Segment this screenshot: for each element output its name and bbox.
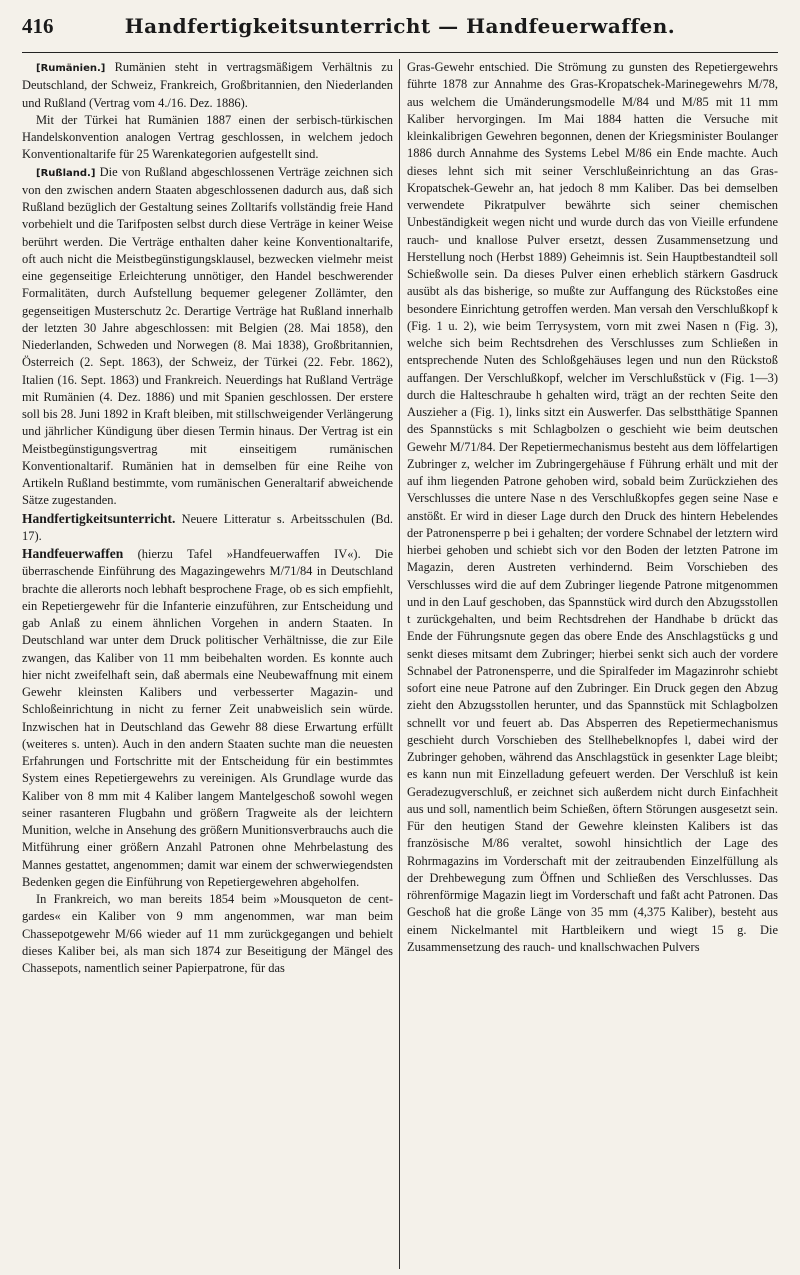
running-title: Handfertigkeitsunterricht — Handfeuerwaffen. <box>124 14 676 38</box>
paragraph-rumaenien <box>22 59 393 112</box>
sidenote-russland: [Rußland.] <box>36 167 96 179</box>
entry-text-handfertigkeitsunterricht: Neuere Litteratur s. Arbeitsschulen (Bd. 17). <box>22 511 393 543</box>
text-rumaenien: Rumänien steht in vertragsmäßigem Verhältnis zu Deutschland, der Schweiz, Frankreich, Großbritannien, den Niederlanden und Rußland (Vertrag vom 4./16. Dez. 1886). <box>22 60 394 110</box>
headword-handfeuerwaffen: Handfeuerwaffen <box>22 546 124 561</box>
right-column <box>400 59 778 1269</box>
entry-text-handfeuerwaffen: (hierzu Tafel »Handfeuerwaffen IV«). Die überraschende Einführung des Magazingewehrs M/71/84 in Deutschland brachte die allerorts noch lebhaft besprochene Frage, ob es sich empfiehlt, ein Repetiergewehr für die Infanterie einzuführen, zur Entscheidung und gab Anlaß zu einem ähnlichen Vorgehen in andern Staaten. In Deutschland war unter dem Druck politischer Verhältnisse, die zur Eile zwangen, das Kaliber von 11 mm beibehalten worden. Es konnte auch hier nicht zweifelhaft sein, daß abermals eine Neubewaffnung mit einem Gewehr kleinsten Kalibers und verbesserter Magazin- und Schloßeinrichtung in nicht zu ferner Zeit unabweislich sein würde. Inzwischen hat in Deutschland das Gewehr 88 diese Erwartung erfüllt (weiteres s. unten). Auch in den andern Staaten suchte man die neuesten Erfahrungen und Fortschritte mit der Entscheidung für ein bestimmtes System eines Repetiergewehrs zu vereinigen. Als Grundlage wurde das Kaliber von 8 mm mit 4 Kaliber langem Mantelgeschoß sowohl wegen seiner rasanteren Flugbahn und größern Tragweite als der leichtern Munition, welche in Ansehung des größern Munitionsverbrauchs auch die Mitführung einer größern Anzahl Patronen ohne Mehrbelastung des Mannes gestattet, angenommen; damit war einem der schwerwiegendsten Bedenken gegen die Einführung von Repetiergewehren abgeholfen. <box>22 547 393 889</box>
entry-handfeuerwaffen <box>22 545 393 891</box>
paragraph-russland <box>22 164 393 510</box>
entry-handfertigkeitsunterricht <box>22 510 393 546</box>
page-header <box>22 14 778 53</box>
two-column-body <box>22 59 778 1269</box>
paragraph-lebel-gewehr: Gras-Gewehr entschied. Die Strömung zu gunsten des Repetiergewehrs führte 1878 zur Annahme des Gras-Kropatschek-Marinegewehrs M/78, aus welchem die Umänderungsmodelle M/84 und M/85 mit 11 mm Kaliber hervorgingen. Im Mai 1884 hatten die Versuche mit kleinkalibrigen Gewehren begonnen, denen der Kriegsminister Boulanger 1886 durch Annahme des Systems Lebel M/86 ein Ende machte. Auch dieses lehnt sich mit seiner Verschlußeinrichtung an das Gras-Kropatschek-Gewehr an, hat jedoch 8 mm Kaliber. Das bei demselben verwendete Pikratpulver bewährte sich seiner chemischen Unbeständigkeit wegen nicht und wurde durch das von Vieille erfundene rauch- und knallose Pulver ersetzt, dessen Zusammensetzung und Herstellung noch (Herbst 1889) Geheimnis ist. Sein Hauptbestandteil soll Schießwolle sein. Da dieses Pulver einen erheblich stärkern Gasdruck ausübt als das bisherige, so mußte zur Auffangung des Rückstoßes eine besondere Einrichtung getroffen werden. Man versah den Verschlußkopf k (Fig. 1 u. 2), wie beim Terrysystem, vorn mit zwei Nasen n (Fig. 3), welche sich beim Rechtsdrehen des Verschlusses zum Schließen in entsprechende Nuten des Schloßgehäuses legen und nun den Rückstoß auffangen. Der Verschlußkopf, welcher im Verschlußstück v (Fig. 1—3) durch die Halteschraube h gehalten wird, trägt an der rechten Seite den Auszieher a (Fig. 1), links sitzt ein Auswerfer. Das selbstthätige Spannen des Spannstücks s mit Schlagbolzen o geschieht wie beim deutschen Gewehr M/71/84. Der Repetiermechanismus besteht aus dem löffelartigen Zubringer z, welcher im Zubringergehäuse f Führung erhält und mit der auf ihm liegenden Patrone gehoben wird, sobald beim Zurückziehen des Verschlusses die untere Nase n des Verschlußkopfes gegen seine Nase e anstößt. Er wird in dieser Lage durch den Druck des hintern Hebelendes der Patronensperre p bei i gehalten; der vordere Schnabel der letztern wird hierbei gehoben und schiebt sich vor den Boden der letzten Patrone im Magazin, deren Austreten verhindernd. Beim Vorschieben des Verschlusses wird die auf dem Zubringer liegende Patrone mitgenommen und in den Lauf geschoben, das Spannstück wird durch den Abzugsstollen t zurückgehalten, und beim Rechtsdrehen der Handhabe b drückt das Ende der Führungsnute gegen das obere Ende des Anschlagstücks g und senkt dieses mitsamt dem Zubringer; hierbei senkt sich auch der vordere Schnabel der Patronensperre, und die Spiralfeder im Magazinrohr schiebt sofort eine neue Patrone auf den Zubringer. Ein Druck gegen den Abzug zieht den Abzugsstollen herunter, und das Spannstück mit Schlagbolzen schnellt vor und feuert ab. Das Absperren des Repetiermechanismus geschieht durch Vorschieben des Stellhebelknopfes l, dabei wird der Zubringer gehoben, während das Anschlagstück in gesenkter Lage bleibt; es kann nun mit Einzelladung gefeuert werden. Der Verschluß ist kein Geradezugverschluß, er zeichnet sich außerdem nicht durch Einfachheit aus und soll, namentlich beim Schießen, öftern Störungen ausgesetzt sein. Für den heutigen Stand der Gewehre kleinsten Kalibers ist das französische M/86 veraltet, sowohl hinsichtlich der Lage des Rohrmagazins im Vorderschaft mit der zeitraubenden Einzelfüllung als der Drehbewegung zum Öffnen und Schließen des Verschlusses. Das röhrenförmige Magazin liegt im Vorderschaft und faßt acht Patronen. Das Geschoß hat die große Länge von 35 mm (4,375 Kaliber), besteht aus einem Nickelmantel mit Hartbleikern und wiegt 15 g. Die Zusammensetzung des rauch- und knallschwachen Pulvers <box>407 60 778 954</box>
sidenote-rumaenien: [Rumänien.] <box>36 63 106 74</box>
headword-handfertigkeitsunterricht: Handfertigkeitsunterricht. <box>22 510 176 526</box>
left-column <box>22 59 400 1269</box>
paragraph-frankreich: In Frankreich, wo man bereits 1854 beim »Mousqueton de cent-gardes« ein Kaliber von 9 mm angenommen, war man beim Chassepotgewehr M/66 wieder auf 11 mm zurückgegangen und behielt dieses Kaliber bei, als man sich 1874 zur Beseitigung der Mängel des Chassepots, namentlich seiner Papierpatrone, für das <box>22 892 393 975</box>
page-number: 416 <box>22 14 54 38</box>
paragraph-tuerkei: Mit der Türkei hat Rumänien 1887 einen der serbisch-türkischen Handelskonvention analogen Vertrag geschlossen, in welchem jedoch Konventionaltarife für 25 Warenkategorien aufgestellt sind. <box>22 112 393 162</box>
text-russland: Die von Rußland abgeschlossenen Verträge zeichnen sich von den zwischen andern Staaten abgeschlossenen dadurch aus, daß sich Rußland bezüglich der Gestaltung seines Zolltarifs vollständig freie Hand vorbehielt und die Tarifposten selbst durch diese Verträge in keiner Weise berührt werden. Die Verträge enthalten daher keine Konventionaltarife, oft auch nicht die Meistbegünstigungsklausel, bezwecken vielmehr meist eine gegenseitige Erleichterung unnötiger, den Handel beschwerender Formalitäten, durch Aufstellung bequemer gelegener Zollämter, den gegenseitigen Musterschutz 2c. Derartige Verträge hat Rußland innerhalb der letzten 30 Jahre abgeschlossen: mit Belgien (28. Mai 1858), den Niederlanden, Schweden und Norwegen (8. Mai 1838), Großbritannien, Österreich (2. Sept. 1863), der Schweiz, der Türkei (22. Febr. 1862), Italien (16. Sept. 1863) und Frankreich. Neuerdings hat Rußland Verträge mit Rumänien (4. Dez. 1886) und mit Spanien geschlossen. Der erstere soll bis 28. Juni 1892 in Kraft bleiben, mit stillschweigender Verlängerung und jährlicher Kündigung über diesen Termin hinaus. Der Vertrag ist ein Meistbegünstigungsvertrag mit einseitigem rumänischen Konventionaltarif. Rumänien hat in demselben für eine Reihe von Artikeln Rußland bestimmte, vom rumänischen Generaltarif abweichende Sätze zugestanden. <box>22 164 394 508</box>
